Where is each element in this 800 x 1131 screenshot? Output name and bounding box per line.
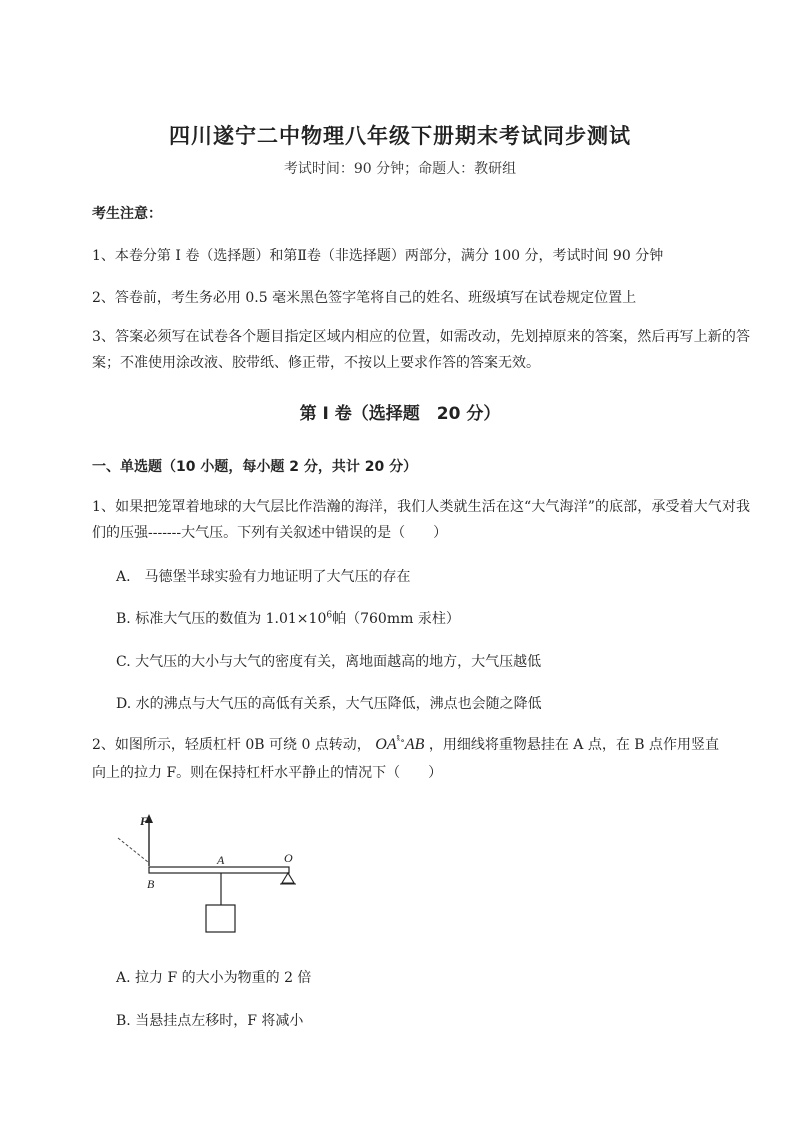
hanging-weight (206, 905, 235, 932)
question-2-stem-line-1 (92, 734, 719, 754)
notice-item-3: 3、答案必须写在试卷各个题目指定区域内相应的位置，如需改动，先划掉原来的答案，然后再写上新的答案；不准使用涂改液、胶带纸、修正带，不按以上要求作答的答案无效。 (92, 329, 750, 371)
question-1-option-a: A. 马德堡半球实验有力地证明了大气压的存在 (116, 569, 411, 585)
lever-diagram (112, 810, 312, 940)
question-2-option-b: B. 当悬挂点左移时，F 将减小 (116, 1013, 304, 1029)
exam-subtitle: 考试时间：90 分钟；命题人：教研组 (283, 161, 517, 177)
pivot-triangle (282, 873, 294, 883)
question-1-option-d: D. 水的沸点与大气压的高低有关系，大气压降低，沸点也会随之降低 (116, 696, 542, 712)
label-b: B (147, 877, 155, 891)
exponent: 6 (326, 610, 333, 621)
label-f: F (140, 814, 149, 828)
section-title: 第 I 卷（选择题 20 分） (299, 404, 501, 424)
option-b-text: B. 标准大气压的数值为 1.01×10 (116, 611, 327, 627)
math-ab: AB (404, 736, 425, 753)
question-2-stem-line-2: 向上的拉力 F。则在保持杠杆水平静止的情况下（ ） (92, 765, 443, 781)
notice-heading: 考生注意： (92, 206, 162, 222)
label-a: A (217, 853, 225, 867)
question-1-stem: 1、如果把笼罩着地球的大气层比作浩瀚的海洋，我们人类就生活在这“大气海洋”的底部，承受着大气对我们的压强-------大气压。下列有关叙述中错误的是（ ） (92, 499, 750, 541)
lever-bar (149, 867, 289, 873)
option-b-unit: 帕（760mm 汞柱） (332, 611, 460, 627)
notice-item-2: 2、答卷前，考生务必用 0.5 毫米黑色签字笔将自己的姓名、班级填写在试卷规定位置上 (92, 290, 637, 306)
exam-title: 四川遂宁二中物理八年级下册期末考试同步测试 (169, 124, 631, 148)
dashed-line (118, 838, 148, 862)
part-heading: 一、单选题（10 小题，每小题 2 分，共计 20 分） (92, 459, 418, 475)
label-o: O (284, 851, 293, 865)
question-2-stem-end: ，用细线将重物悬挂在 A 点，在 B 点作用竖直 (428, 737, 720, 753)
question-2-stem-start: 2、如图所示，轻质杠杆 0B 可绕 0 点转动， (92, 737, 371, 753)
question-2-option-a: A. 拉力 F 的大小为物重的 2 倍 (116, 970, 312, 986)
math-relation-mark: ˣ̊∘ (396, 736, 405, 747)
math-oa: OA (375, 736, 397, 753)
question-1-option-c: C. 大气压的大小与大气的密度有关，离地面越高的地方，大气压越低 (116, 654, 542, 670)
notice-item-1: 1、本卷分第 I 卷（选择题）和第Ⅱ卷（非选择题）两部分，满分 100 分，考试时间 90 分钟 (92, 248, 664, 264)
question-1-option-b (116, 608, 460, 628)
